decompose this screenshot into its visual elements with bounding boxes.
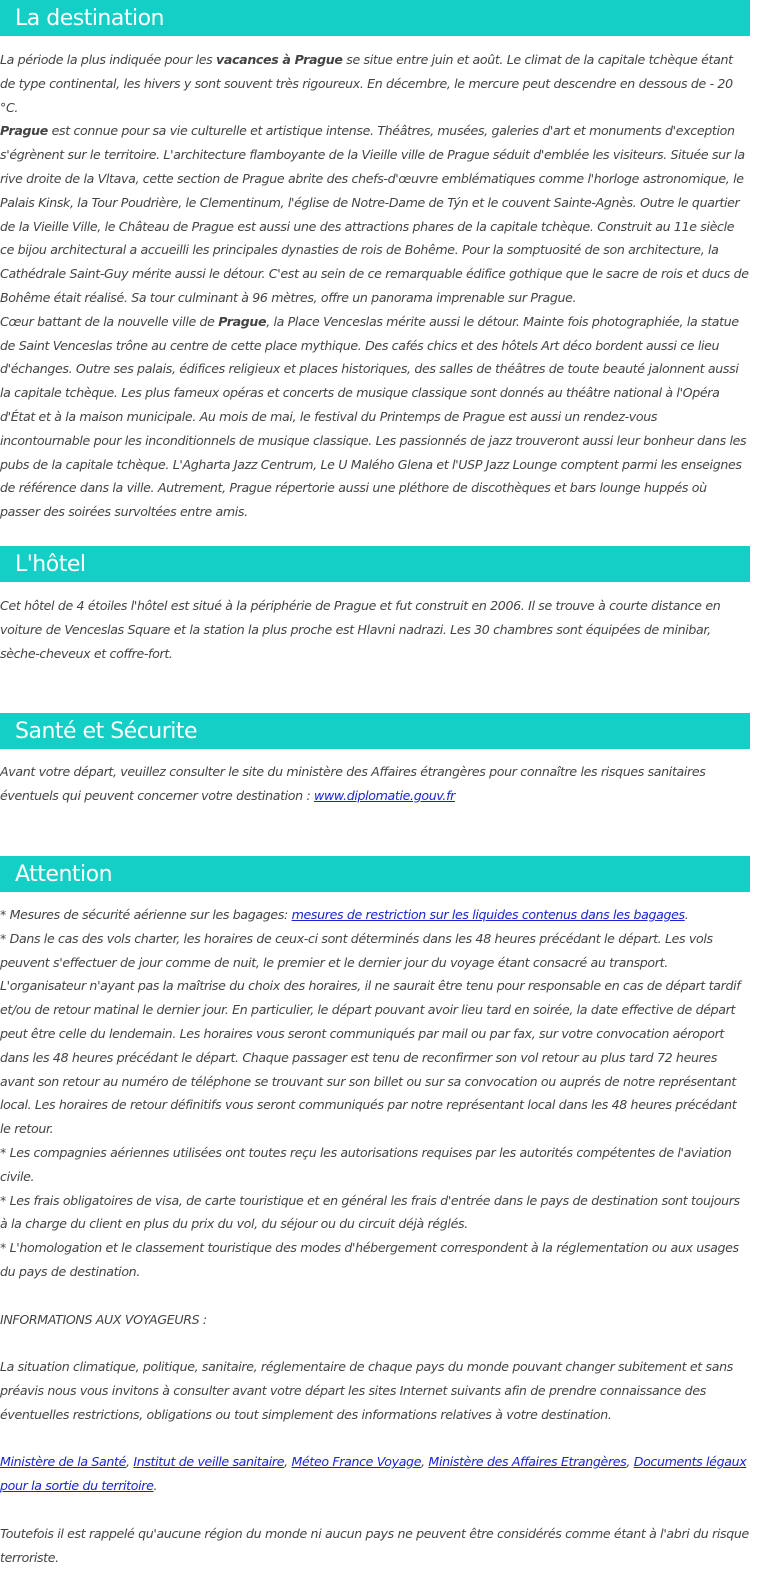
link-meteo-france-voyage[interactable]: Méteo France Voyage — [291, 1454, 422, 1470]
section-header-sante — [0, 713, 750, 749]
sante-text — [0, 760, 750, 808]
section-header-hotel — [0, 546, 750, 582]
section-header-destination — [0, 0, 750, 36]
separator: , — [421, 1454, 429, 1470]
info-text: La situation climatique, politique, sanitaire, réglementaire de chaque pays du monde pouvant changer subitement et sans préavis nous vous invitons à consulter avant votre départ les sites Internet suivants afin de prendre connaissance des éventuelles restrictions, obligations ou tout simplement des informations relatives à votre destination. — [0, 1359, 733, 1422]
section-title-hotel: L'hôtel — [15, 551, 86, 577]
section-attention — [0, 856, 750, 1569]
info-heading: INFORMATIONS AUX VOYAGEURS : — [0, 1311, 207, 1327]
bold-text: vacances à Prague — [216, 52, 343, 67]
text-segment: se situe entre juin et août. Le climat de la capitale tchèque étant de type continental, les hivers y sont souvent très rigoureux. En décembre, le mercure peut descendre en dessous de - 20 °C. — [0, 52, 733, 115]
section-title-sante: Santé et Sécurite — [15, 718, 198, 744]
bold-text: Prague — [218, 313, 267, 329]
bold-text: Prague — [0, 123, 48, 139]
section-title-attention: Attention — [15, 861, 113, 887]
section-body-hotel — [0, 582, 750, 713]
section-title-destination: La destination — [15, 5, 164, 31]
destination-paragraph-1 — [0, 48, 750, 119]
text-segment: est connue pour sa vie culturelle et artistique intense. Théâtres, musées, galeries d'art et monuments d'exception s'égrènent sur le territoire. L'architecture flamboyante de la Vieille ville de Prague séduit d'emblée les visiteurs. Située sur la rive droite de la Vltava, cette section de Prague abrite des chefs-d'œuvre emblématiques comme l'horloge astronomique, le Palais Kinsk, la Tour Poudrière, le Clementinum, l'église de Notre-Dame de Týn et le couvent Sainte-Agnès. Outre le quartier de la Vieille Ville, le Château de Prague est aussi une des attractions phares de la capitale tchèque. Construit au 11e siècle ce bijou architectural a accueilli les principales dynasties de rois de Bohême. Pour la somptuosité de son architecture, la Cathédrale Saint-Guy mérite aussi le détour. C'est au sein de ce remarquable édifice gothique que le sacre de rois et ducs de Bohême était réalisé. Sa tour culminant à 96 mètres, offre un panorama imprenable sur Prague. — [0, 123, 749, 305]
section-sante — [0, 713, 750, 856]
text-segment: . — [684, 907, 689, 922]
attention-item-1 — [0, 903, 750, 927]
hotel-description: Cet hôtel de 4 étoiles l'hôtel est situé à la périphérie de Prague et fut construit en 2006. Il se trouve à courte distance en voiture de Venceslas Square et la station la plus proche est Hlavni nadrazi. Les 30 chambres sont équipées de minibar, sèche-cheveux et coffre-fort. — [0, 598, 721, 661]
text-segment: . — [153, 1478, 158, 1494]
section-header-attention — [0, 856, 750, 892]
attention-item-5: * L'homologation et le classement touristique des modes d'hébergement correspondent à la réglementation ou aux usages du pays de destination. — [0, 1240, 739, 1279]
separator: , — [126, 1454, 134, 1470]
text-segment: * Mesures de sécurité aérienne sur les bagages: — [0, 907, 292, 922]
text-segment: Cœur battant de la nouvelle ville de — [0, 313, 219, 329]
terrorism-notice: Toutefois il est rappelé qu'aucune région du monde ni aucun pays ne peuvent être considérés comme étant à l'abri du risque terroriste. — [0, 1525, 749, 1565]
destination-paragraph-2 — [0, 119, 750, 309]
spacer — [0, 1427, 750, 1451]
link-institut-veille-sanitaire[interactable]: Institut de veille sanitaire — [133, 1454, 285, 1470]
section-hotel — [0, 546, 750, 713]
spacer — [0, 1498, 750, 1522]
spacer — [0, 1284, 750, 1308]
attention-item-3: * Les compagnies aériennes utilisées ont toutes reçu les autorisations requises par les autorités compétentes de l'aviation civile. — [0, 1144, 732, 1184]
attention-item-4: * Les frais obligatoires de visa, de carte touristique et en général les frais d'entrée dans le pays de destination sont toujours à la charge du client en plus du prix du vol, du séjour ou du circuit déjà réglés. — [0, 1192, 740, 1232]
section-body-sante — [0, 749, 750, 856]
link-documents-legaux[interactable]: Documents légaux pour la sortie du territoire — [0, 1454, 747, 1494]
section-body-destination — [0, 36, 750, 546]
link-ministere-affaires-etrangeres[interactable]: Ministère des Affaires Etrangères — [428, 1454, 627, 1470]
info-links — [0, 1450, 750, 1498]
text-segment: Avant votre départ, veuillez consulter le site du ministère des Affaires étrangères pour connaître les risques sanitaires éventuels qui peuvent concerner votre destination : — [0, 764, 706, 803]
section-body-attention — [0, 892, 750, 1569]
link-ministere-sante[interactable]: Ministère de la Santé — [0, 1454, 127, 1470]
liquid-restrictions-link[interactable]: mesures de restriction sur les liquides contenus dans les bagages — [291, 907, 685, 922]
spacer — [0, 1331, 750, 1355]
text-segment: La période la plus indiquée pour les — [0, 52, 217, 67]
separator: , — [626, 1454, 634, 1470]
destination-paragraph-3 — [0, 310, 750, 524]
separator: , — [284, 1454, 292, 1470]
section-destination — [0, 0, 750, 546]
attention-item-2: * Dans le cas des vols charter, les horaires de ceux-ci sont déterminés dans les 48 heures précédant le départ. Les vols peuvent s'effectuer de jour comme de nuit, le premier et le dernier jour du voyage étant consacré au transport. L'organisateur n'ayant pas la maîtrise du choix des horaires, il ne saurait être tenu pour responsable en cas de départ tardif et/ou de retour matinal le dernier jour. En particulier, le départ pouvant avoir lieu tard en soirée, la date effective de départ peut être celle du lendemain. Les horaires vous seront communiqués par mail ou par fax, sur votre convocation aéroport dans les 48 heures précédant le départ. Chaque passager est tenu de reconfirmer son vol retour au plus tard 72 heures avant son retour au numéro de téléphone se trouvant sur son billet ou sur sa convocation ou auprés de notre représentant local. Les horaires de retour définitifs vous seront communiqués par notre représentant local dans les 48 heures précédant le retour. — [0, 930, 741, 1137]
diplomatie-link[interactable]: www.diplomatie.gouv.fr — [314, 787, 455, 803]
text-segment: , la Place Venceslas mérite aussi le détour. Mainte fois photographiée, la statue de Saint Venceslas trône au centre de cette place mythique. Des cafés chics et des hôtels Art déco bordent aussi ce lieu d'échanges. Outre ses palais, édifices religieux et places historiques, des salles de théâtres de toute beauté jalonnent aussi la capitale tchèque. Les plus fameux opéras et concerts de musique classique sont donnés au théâtre national à l'Opéra d'État et à la maison municipale. Au mois de mai, le festival du Printemps de Prague est aussi un rendez-vous incontournable pour les inconditionnels de musique classique. Les passionnés de jazz trouveront aussi leur bonheur dans les pubs de la capitale tchèque. L'Agharta Jazz Centrum, Le U Malého Glena et l'USP Jazz Lounge comptent parmi les enseignes de référence dans la ville. Autrement, Prague répertorie aussi une pléthore de discothèques et bars lounge huppés où passer des soirées survoltées entre amis. — [0, 313, 747, 520]
